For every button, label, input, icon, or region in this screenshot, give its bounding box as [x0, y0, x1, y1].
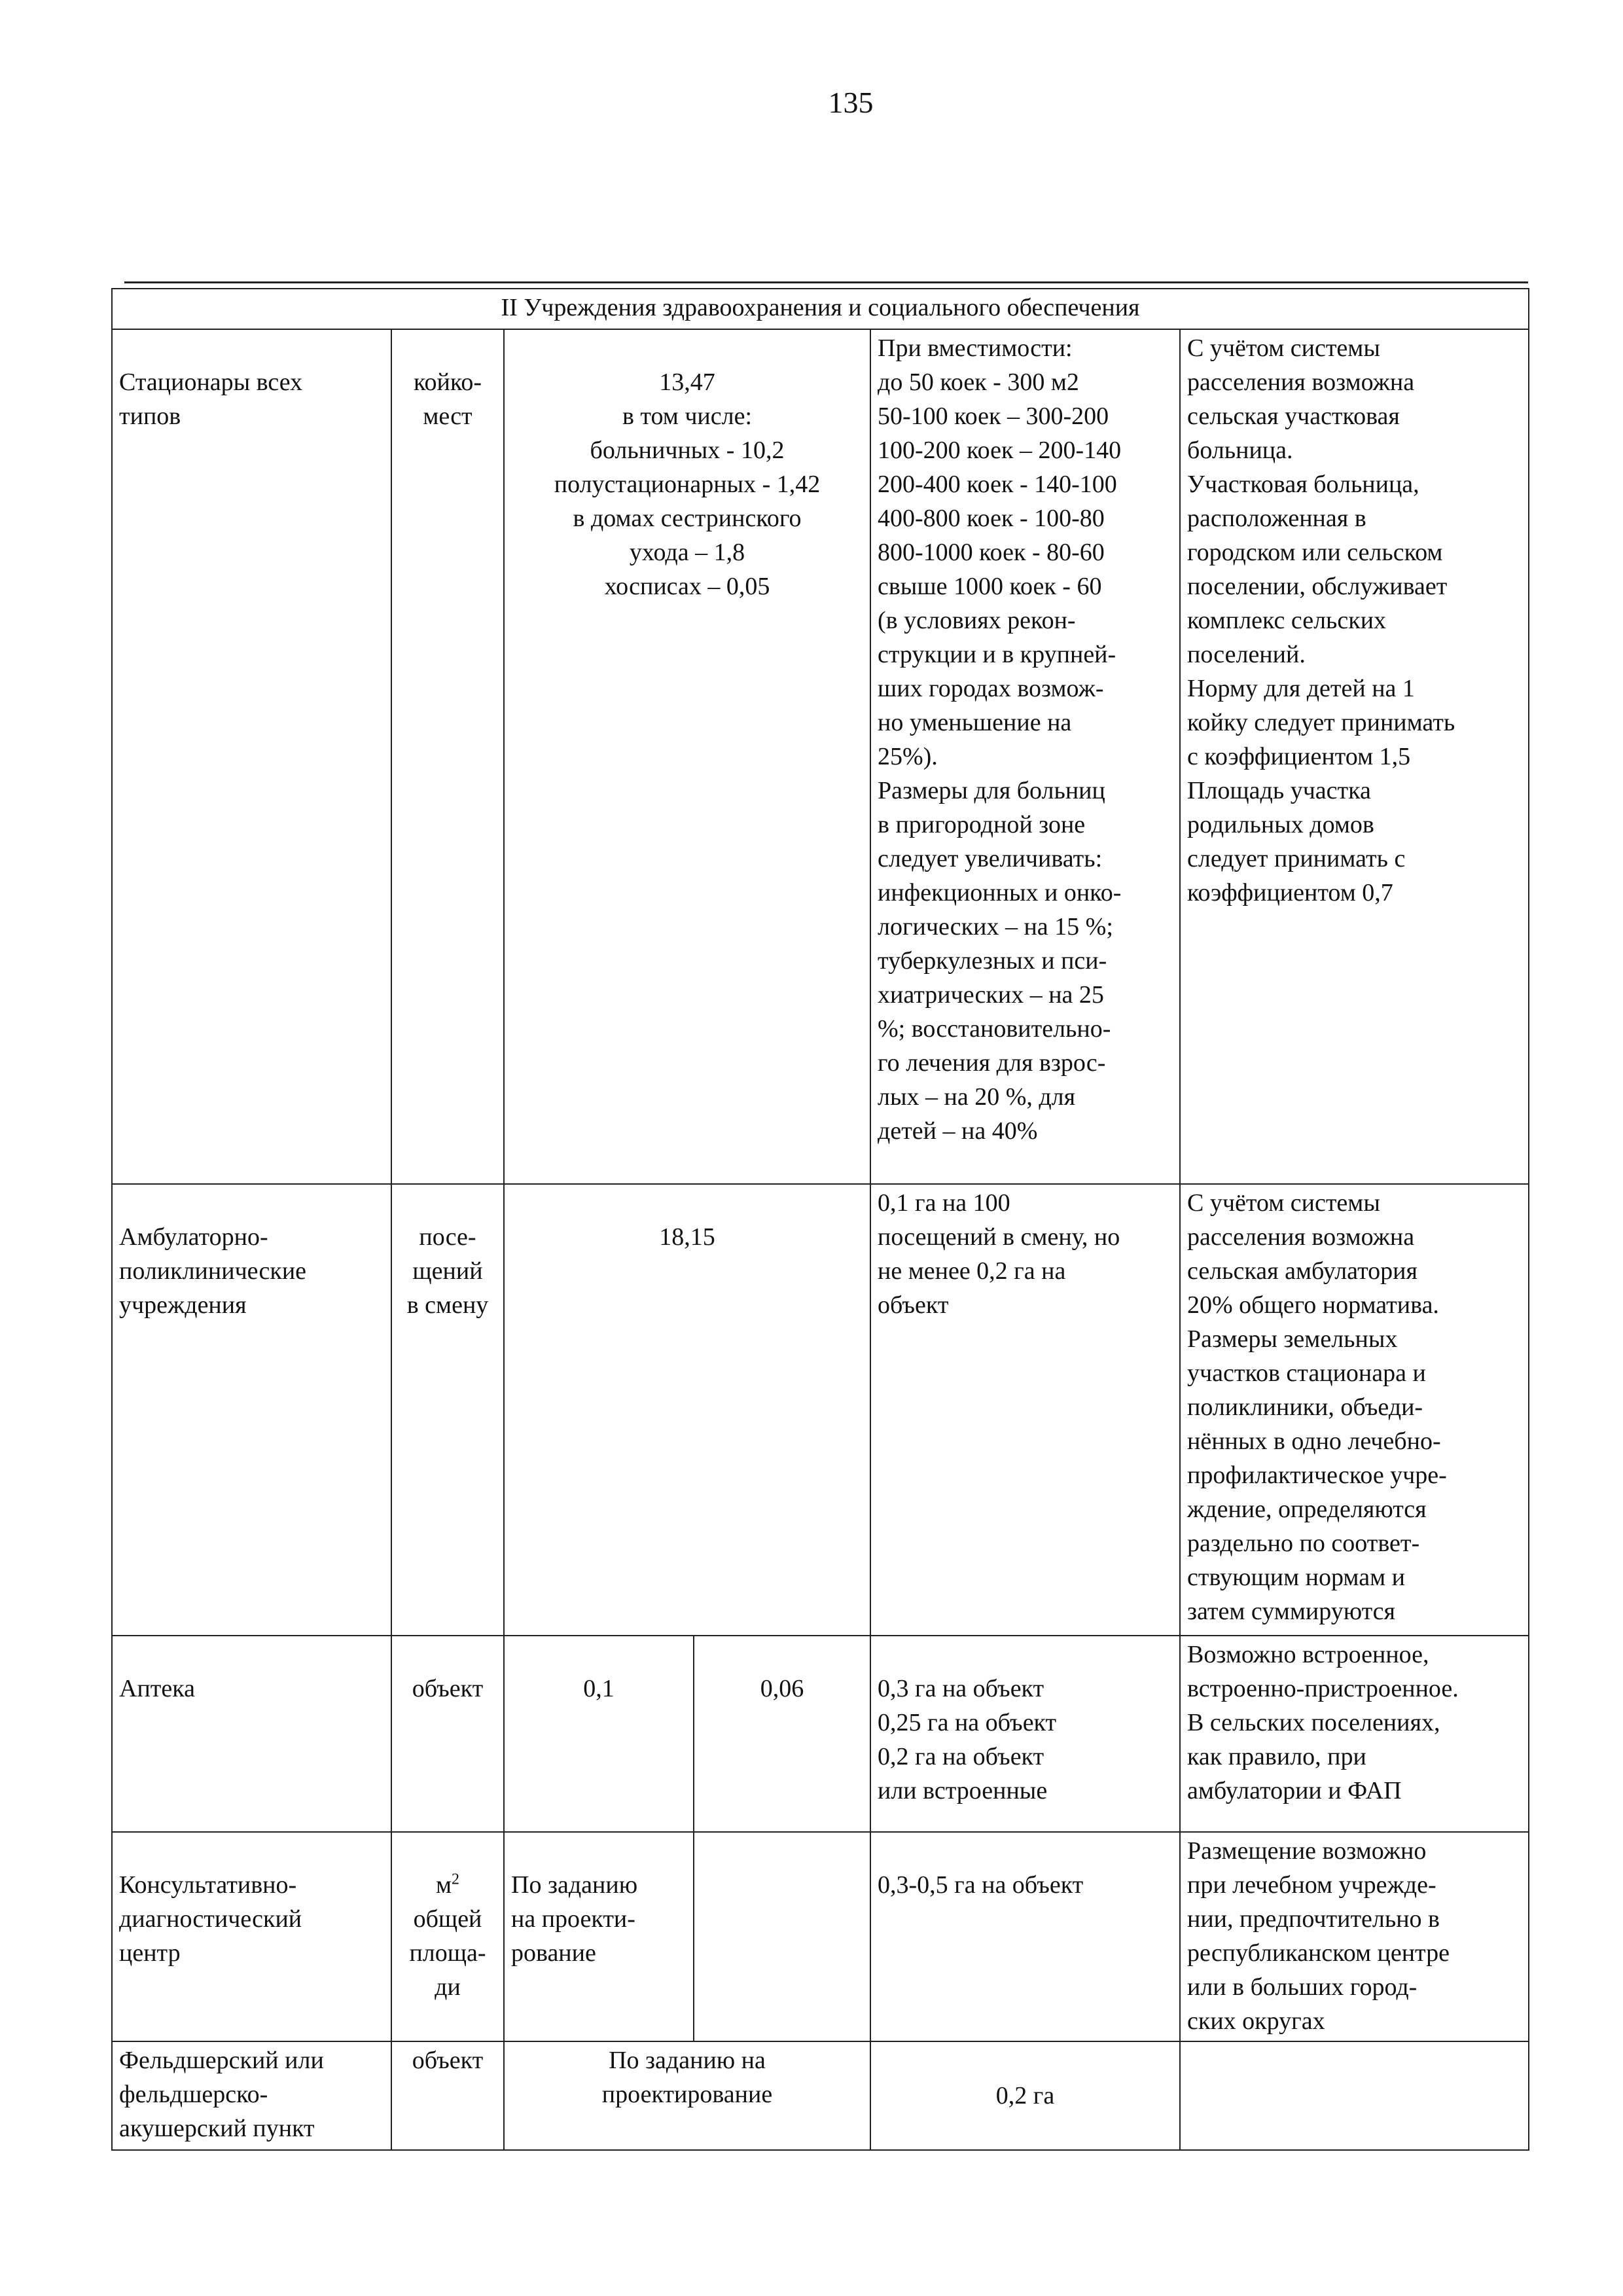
notes-cell: С учётом системы расселения возможна сельская амбулатория 20% общего норматива. Размеры земельных участков стационара и поликлиники, объеди- нённых в одно лечебно- профилактическое учре- ждение, определяются раздельно по соответ- ствующим нормам и затем суммируются — [1180, 1184, 1529, 1636]
land-size-cell: 0,3-0,5 га на объект — [870, 1832, 1180, 2041]
norm-cell-urban: 0,1 — [504, 1636, 694, 1832]
page-number: 135 — [828, 86, 874, 119]
table-row-pharmacy — [112, 1636, 1529, 1832]
norm-cell-empty — [694, 1832, 870, 2041]
land-size-cell: 0,3 га на объект 0,25 га на объект 0,2 га на объект или встроенные — [870, 1636, 1180, 1832]
norms-table — [111, 288, 1529, 2151]
facility-name: Фельдшерский или фельдшерско- акушерский пункт — [112, 2041, 391, 2150]
table-row-diagnostic — [112, 1832, 1529, 2041]
unit-cell: объект — [391, 2041, 504, 2150]
section-header-row — [112, 289, 1529, 329]
facility-name: Аптека — [112, 1636, 391, 1832]
notes-cell: С учётом системы расселения возможна сельская участковая больница. Участковая больница, расположенная в городском или сельском поселении, обслуживает комплекс сельских поселений. Норму для детей на 1 койку следует принимать с коэффициентом 1,5 Площадь участка родильных домов следует принимать с коэффициентом 0,7 — [1180, 329, 1529, 1184]
unit-cell: объект — [391, 1636, 504, 1832]
norm-cell-rural: 0,06 — [694, 1636, 870, 1832]
table-row-outpatient — [112, 1184, 1529, 1636]
norm-cell: 13,47 в том числе: больничных - 10,2 полустационарных - 1,42 в домах сестринского ухода – 1,8 хосписах – 0,05 — [504, 329, 870, 1184]
top-rule — [124, 281, 1528, 283]
norm-cell: 18,15 — [504, 1184, 870, 1636]
land-size-cell: При вместимости: до 50 коек - 300 м2 50-100 коек – 300-200 100-200 коек – 200-140 200-400 коек - 140-100 400-800 коек - 100-80 800-1000 коек - 80-60 свыше 1000 коек - 60 (в условиях рекон- струкции и в крупней- ших городах возмож- но уменьшение на 25%). Размеры для больниц в пригородной зоне следует увеличивать: инфекционных и онко- логических – на 15 %; туберкулезных и пси- хиатрических – на 25 %; восстановительно- го лечения для взрос- лых – на 20 %, для детей – на 40% — [870, 329, 1180, 1184]
notes-cell — [1180, 2041, 1529, 2150]
table-row-feldsher — [112, 2041, 1529, 2150]
table-row-hospitals — [112, 329, 1529, 1184]
unit-cell: $м^2$ общей площа- ди — [391, 1832, 504, 2041]
norm-cell: По заданию на проектирование — [504, 2041, 870, 2150]
unit-cell: посе- щений в смену — [391, 1184, 504, 1636]
notes-cell: Размещение возможно при лечебном учрежде- нии, предпочтительно в республиканском центре или в больших город- ских округах — [1180, 1832, 1529, 2041]
facility-name: Стационары всех типов — [112, 329, 391, 1184]
land-size-cell: 0,1 га на 100 посещений в смену, но не менее 0,2 га на объект — [870, 1184, 1180, 1636]
facility-name: Консультативно- диагностический центр — [112, 1832, 391, 2041]
section-title: II Учреждения здравоохранения и социального обеспечения — [112, 289, 1529, 329]
land-size-cell: 0,2 га — [870, 2041, 1180, 2150]
norm-cell: По заданию на проекти- рование — [504, 1832, 694, 2041]
unit-cell: койко- мест — [391, 329, 504, 1184]
notes-cell: Возможно встроенное, встроенно-пристроенное. В сельских поселениях, как правило, при амбулатории и ФАП — [1180, 1636, 1529, 1832]
facility-name: Амбулаторно- поликлинические учреждения — [112, 1184, 391, 1636]
